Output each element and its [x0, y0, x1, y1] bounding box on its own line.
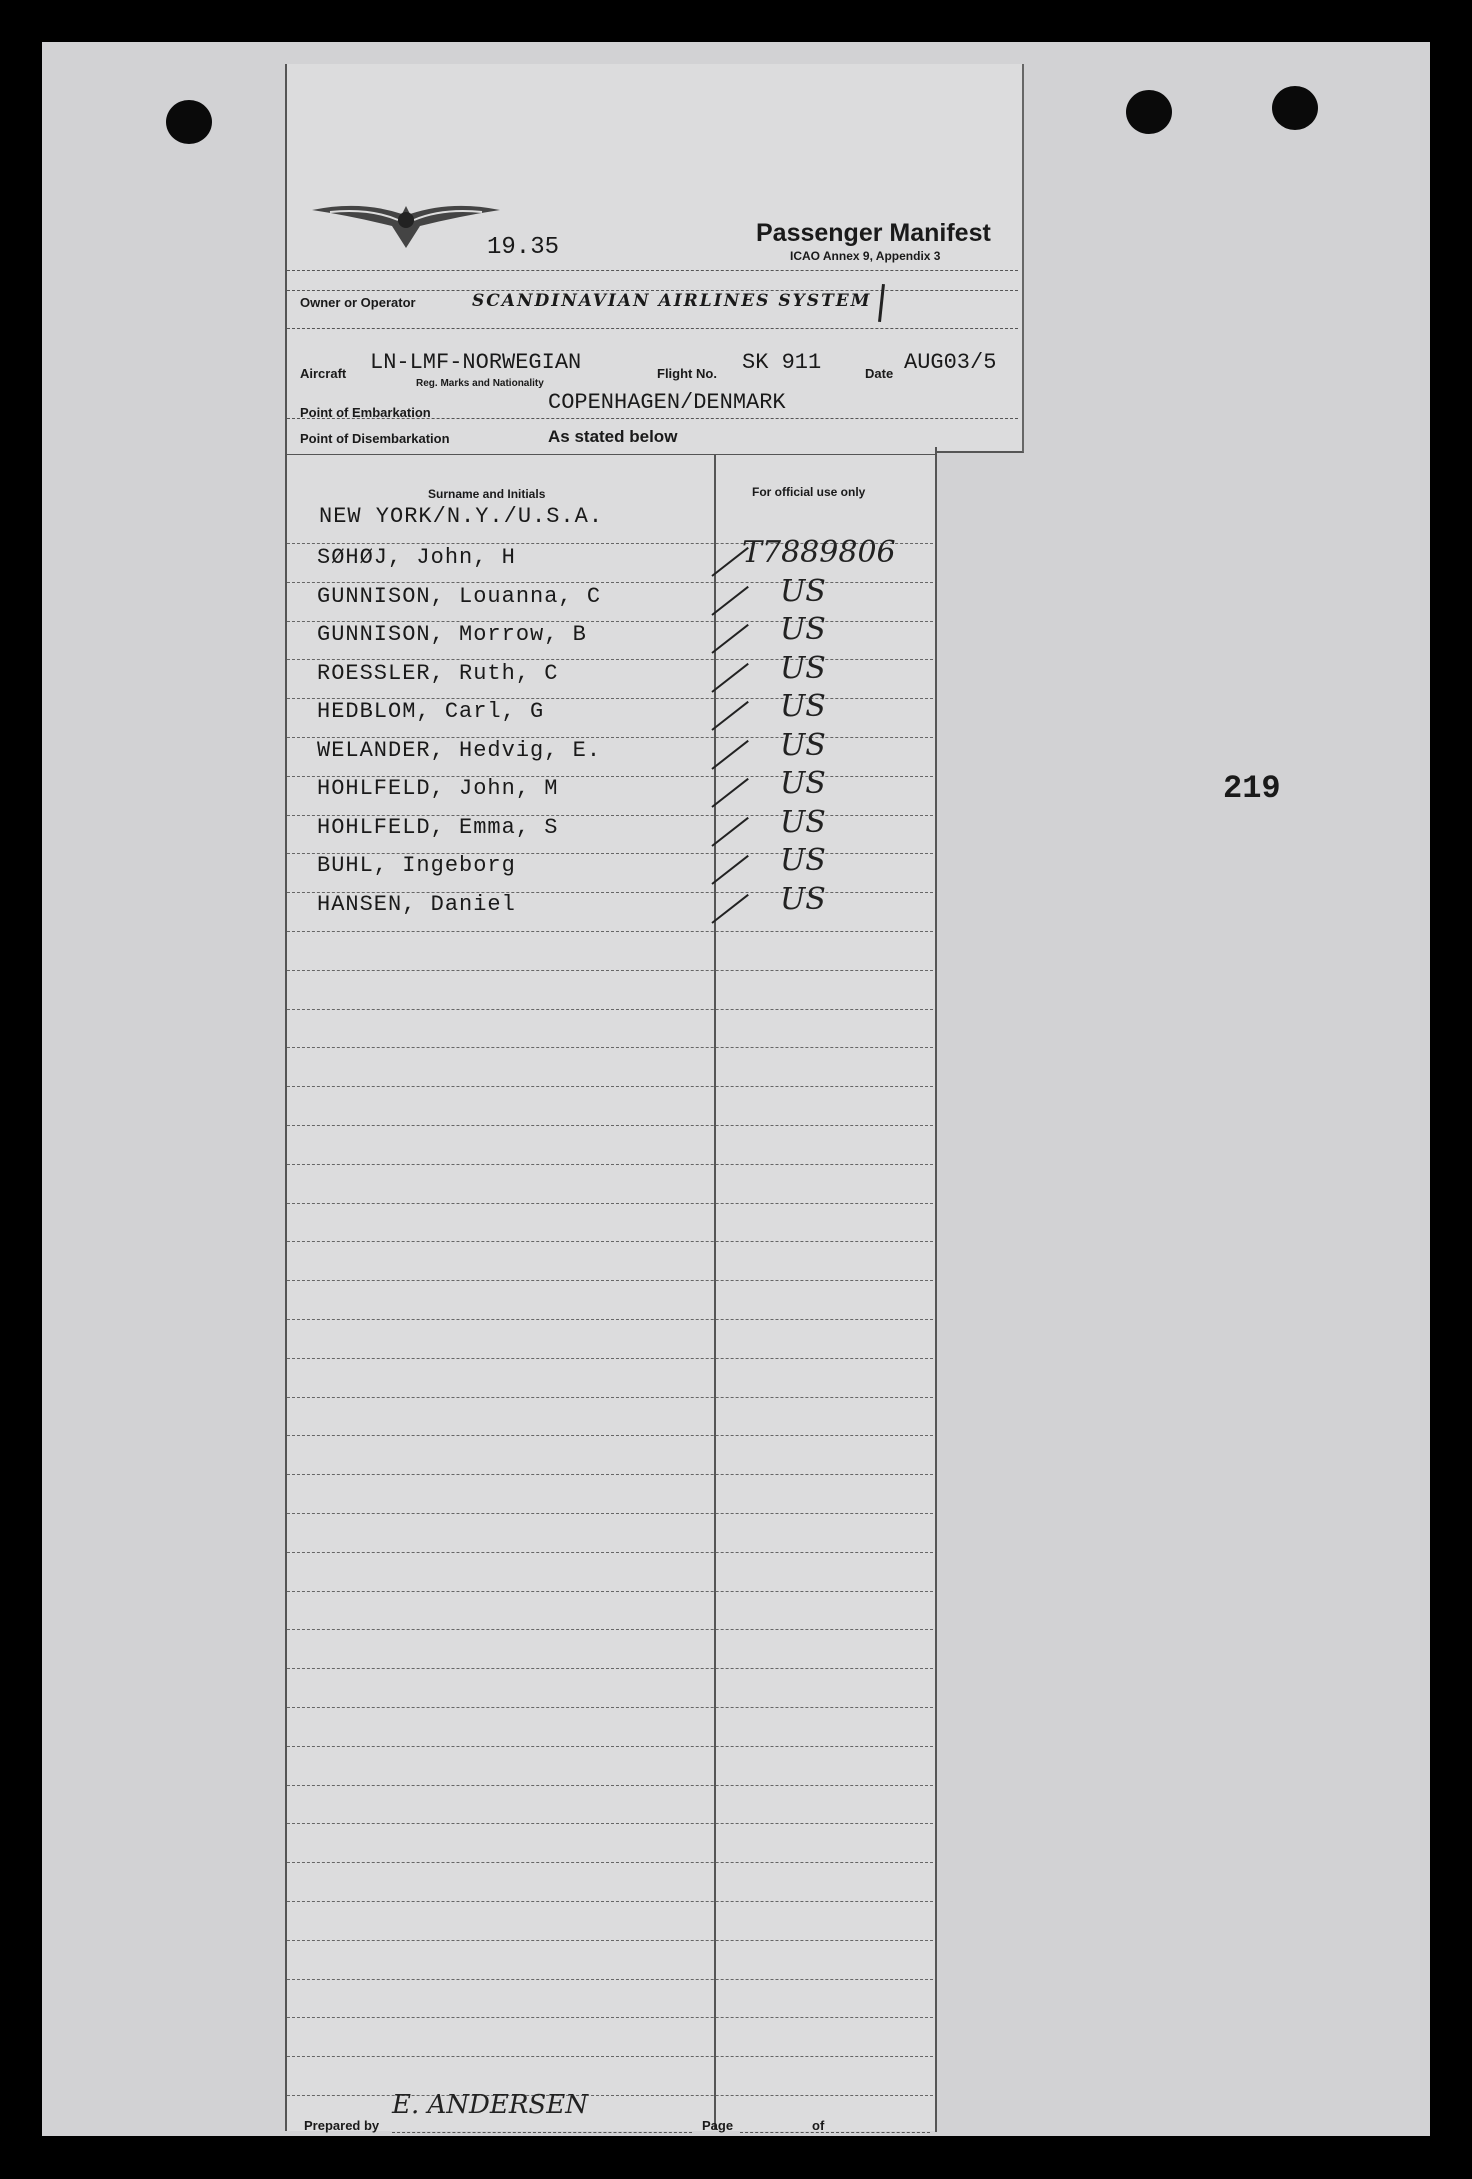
- manifest-right-border: [935, 447, 937, 2132]
- names-column-header: Surname and Initials: [428, 487, 546, 501]
- column-divider: [714, 455, 716, 2130]
- row-line: [287, 1901, 933, 1902]
- row-line: [287, 1086, 933, 1087]
- footer-rule: [392, 2132, 692, 2133]
- official-mark: US: [780, 843, 826, 878]
- row-line: [287, 970, 933, 971]
- embarkation-value: COPENHAGEN/DENMARK: [548, 390, 786, 415]
- passenger-name: SØHØJ, John, H: [317, 545, 516, 570]
- passenger-name: HOHLFELD, John, M: [317, 776, 559, 801]
- row-line: [287, 1862, 933, 1863]
- row-line: [287, 931, 933, 932]
- airline-logo-icon: [310, 192, 502, 254]
- owner-label: Owner or Operator: [300, 295, 416, 310]
- page-number: 219: [1223, 770, 1281, 807]
- page-label: Page: [702, 2118, 734, 2133]
- punch-hole: [166, 100, 212, 144]
- row-line: [287, 1513, 933, 1514]
- row-line: [287, 1435, 933, 1436]
- row-line: [287, 1668, 933, 1669]
- destination: NEW YORK/N.Y./U.S.A.: [319, 504, 604, 529]
- row-line: [287, 1979, 933, 1980]
- official-mark: US: [780, 612, 826, 647]
- row-line: [287, 1164, 933, 1165]
- official-mark: US: [780, 881, 826, 917]
- row-line: [287, 1591, 933, 1592]
- row-line: [287, 2095, 933, 2096]
- row-line: [287, 1823, 933, 1824]
- manifest-subtitle: ICAO Annex 9, Appendix 3: [790, 249, 941, 263]
- prepared-by-label: Prepared by: [304, 2118, 380, 2133]
- row-line: [287, 1319, 933, 1320]
- passenger-name: HANSEN, Daniel: [317, 891, 516, 917]
- row-line: [287, 1203, 933, 1204]
- row-line: [287, 1241, 933, 1242]
- punch-hole: [1126, 90, 1172, 134]
- row-line: [287, 1474, 933, 1475]
- disembarkation-label: Point of Disembarkation: [300, 431, 450, 446]
- row-line: [287, 1746, 933, 1747]
- official-mark: US: [780, 689, 826, 724]
- row-line: [287, 1047, 933, 1048]
- row-line: [287, 2056, 933, 2057]
- passenger-name: WELANDER, Hedvig, E.: [317, 737, 602, 763]
- row-line: [287, 1552, 933, 1553]
- official-column-header: For official use only: [752, 485, 866, 499]
- passenger-name: BUHL, Ingeborg: [317, 853, 516, 878]
- row-line: [287, 1940, 933, 1941]
- row-line: [287, 1125, 933, 1126]
- row-line: [287, 1785, 933, 1786]
- passenger-name: GUNNISON, Louanna, C: [317, 583, 602, 609]
- row-line: [287, 1397, 933, 1398]
- flight-label: Flight No.: [657, 366, 717, 381]
- of-label: of: [812, 2118, 825, 2133]
- official-mark: US: [780, 650, 826, 686]
- row-line: [287, 1707, 933, 1708]
- header-rule: [287, 270, 1018, 271]
- prepared-by-signature: E. ANDERSEN: [392, 2090, 588, 2120]
- row-line: [287, 2017, 933, 2018]
- date-value: AUG03/5: [904, 350, 997, 375]
- row-line: [287, 1629, 933, 1630]
- row-line: [287, 1009, 933, 1010]
- reg-marks-label: Reg. Marks and Nationality: [416, 378, 544, 389]
- flight-value: SK 911: [742, 350, 822, 375]
- disembarkation-value: As stated below: [548, 427, 678, 446]
- passenger-name: HEDBLOM, Carl, G: [317, 699, 545, 724]
- official-mark: US: [780, 804, 826, 840]
- row-line: [287, 1358, 933, 1359]
- passenger-name: GUNNISON, Morrow, B: [317, 622, 587, 647]
- aircraft-label: Aircraft: [300, 366, 347, 381]
- aircraft-value: LN-LMF-NORWEGIAN: [370, 350, 582, 375]
- punch-hole: [1272, 86, 1318, 130]
- official-mark: US: [780, 727, 826, 763]
- departure-time: 19.35: [487, 234, 560, 261]
- field-rule: [287, 328, 1018, 329]
- passenger-name: HOHLFELD, Emma, S: [317, 814, 559, 840]
- field-rule: [287, 418, 1018, 419]
- embarkation-label: Point of Embarkation: [300, 405, 431, 420]
- manifest-title: Passenger Manifest: [756, 219, 991, 247]
- passenger-name: ROESSLER, Ruth, C: [317, 660, 559, 686]
- official-mark: US: [780, 573, 826, 609]
- official-mark: US: [780, 766, 826, 801]
- official-mark: T7889806: [742, 535, 896, 570]
- header-bottom-rule: [287, 454, 935, 455]
- footer-rule: [740, 2132, 930, 2133]
- date-label: Date: [865, 366, 894, 381]
- row-line: [287, 1280, 933, 1281]
- owner-value: SCANDINAVIAN AIRLINES SYSTEM: [472, 291, 872, 311]
